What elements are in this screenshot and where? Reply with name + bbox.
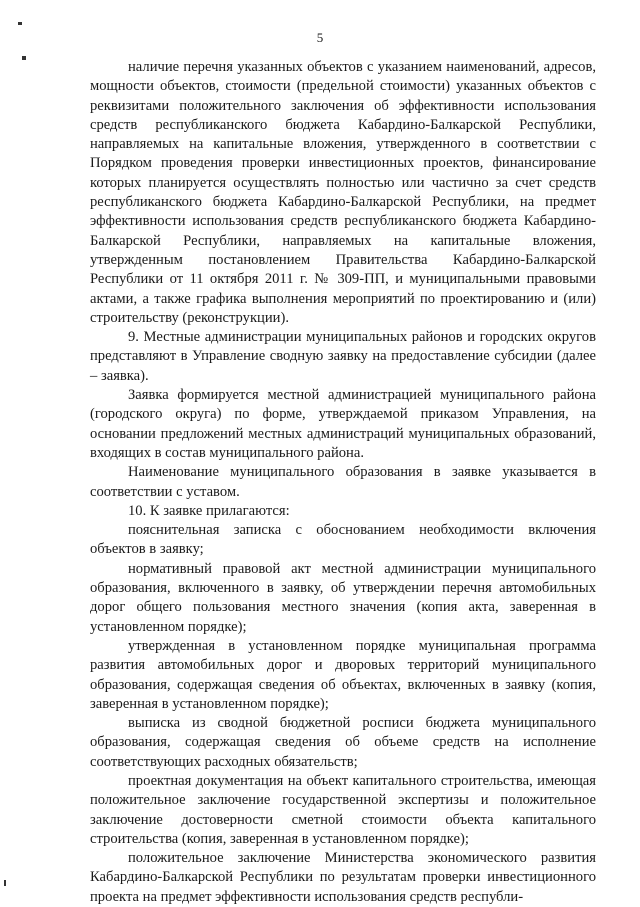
paragraph-legal-act: нормативный правовой акт местной администрации муниципального образования, включенного в заявку, об утверждении перечня автомобильных дорог общего пользования местного значения (копия акта, заверенная в установленном порядке); [90,560,596,635]
page-number: 5 [316,30,324,45]
paragraph-municipal-program: утвержденная в установленном порядке муниципальная программа развития автомобильных дорог и дворовых территорий муниципального образования, содержащая сведения об объектах, включенных в заявку (копия, заверенная в установленном порядке); [90,637,596,712]
paragraph-project-documentation: проектная документация на объект капитального строительства, имеющая положительное заключение государственной экспертизы и положительное заключение достоверности сметной стоимости объекта капитального строительства (копия, заверенная в установленном порядке); [90,772,596,847]
paragraph-explanatory-note: пояснительная записка с обоснованием необходимости включения объектов в заявку; [90,522,596,558]
paragraph-item-10: 10. К заявке прилагаются: [128,502,290,519]
paragraph-budget-extract: выписка из сводной бюджетной росписи бюджета муниципального образования, содержащая сведения об объеме средств на исполнение соответствующих расходных обязательств; [90,715,596,770]
scan-artifact-mark [18,22,22,25]
paragraph-ministry-conclusion: положительное заключение Министерства экономического развития Кабардино-Балкарской Республики по результатам проверки инвестиционного проекта на предмет эффективности использования средств республи- [90,850,596,905]
paragraph-municipality-name: Наименование муниципального образования в заявке указывается в соответствии с уставом. [90,464,596,500]
paragraph-application-form: Заявка формируется местной администрацией муниципального района (городского округа) по форме, утверждаемой приказом Управления, на основании предложений местных администраций муниципальных образований, входящих в состав муниципального района. [90,387,596,461]
scan-artifact-mark [22,56,26,60]
document-body [90,58,596,907]
paragraph-object-list-requirement: наличие перечня указанных объектов с указанием наименований, адресов, мощности объектов, стоимости (предельной стоимости) указанных объектов с реквизитами положительного заключения об эффективности использования средств республиканского бюджета Кабардино-Балкарской Республики, направляемых на капитальные вложения, утвержденного в соответствии с Порядком проведения проверки инвестиционных проектов, финансирование которых планируется осуществлять полностью или частично за счет средств республиканского бюджета Кабардино-Балкарской Республики, на предмет эффективности использования средств республиканского бюджета Кабардино-Балкарской Республики, направляемых на капитальные вложения, утвержденным постановлением Правительства Кабардино-Балкарской Республики от 11 октября 2011 г. № 309-ПП, и муниципальными правовыми актами, а также графика выполнения мероприятий по проектированию и (или) строительству (реконструкции). [90,59,596,326]
scan-artifact-mark [4,880,6,886]
paragraph-item-9: 9. Местные администрации муниципальных районов и городских округов представляют в Управление сводную заявку на предоставление субсидии (далее – заявка). [90,329,596,384]
